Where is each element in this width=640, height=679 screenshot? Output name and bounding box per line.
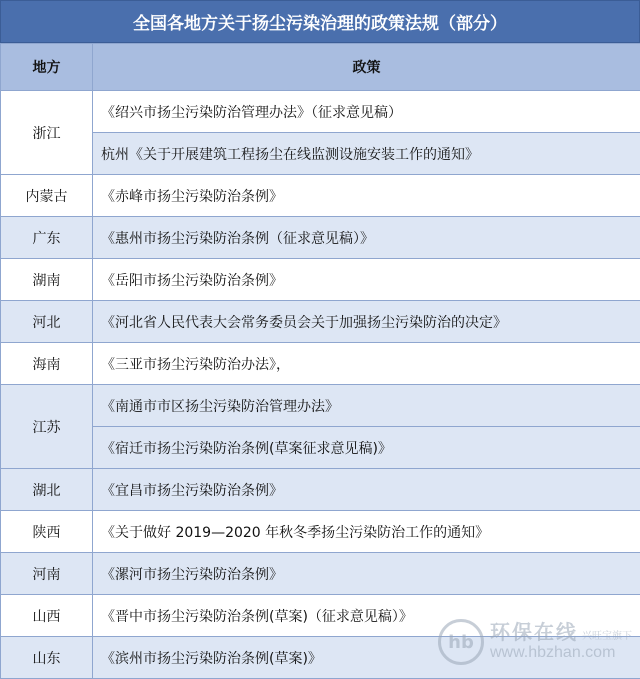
table-row — [1, 469, 640, 511]
table-row — [1, 595, 640, 637]
region-cell: 山西 — [1, 595, 93, 637]
table-row — [1, 343, 640, 385]
table-row — [1, 385, 640, 427]
region-cell: 河南 — [1, 553, 93, 595]
policy-cell: 《关于做好 2019—2020 年秋冬季扬尘污染防治工作的通知》 — [93, 511, 640, 553]
table-row — [1, 133, 640, 175]
table-row — [1, 91, 640, 133]
policy-cell: 《河北省人民代表大会常务委员会关于加强扬尘污染防治的决定》 — [93, 301, 640, 343]
policy-cell: 《滨州市扬尘污染防治条例(草案)》 — [93, 637, 640, 679]
region-cell: 江苏 — [1, 385, 93, 469]
table-title: 全国各地方关于扬尘污染治理的政策法规（部分） — [0, 0, 640, 43]
table-row — [1, 637, 640, 679]
policy-cell: 《晋中市扬尘污染防治条例(草案)（征求意见稿）》 — [93, 595, 640, 637]
watermark-name: 环保在线 — [490, 621, 578, 644]
region-cell: 山东 — [1, 637, 93, 679]
table-row — [1, 427, 640, 469]
policy-cell: 《赤峰市扬尘污染防治条例》 — [93, 175, 640, 217]
policy-cell: 《宜昌市扬尘污染防治条例》 — [93, 469, 640, 511]
watermark-logo-icon: hb — [438, 619, 484, 665]
region-cell: 湖北 — [1, 469, 93, 511]
region-cell: 浙江 — [1, 91, 93, 175]
region-cell: 内蒙古 — [1, 175, 93, 217]
policy-table — [0, 43, 640, 679]
watermark-url: www.hbzhan.com — [490, 644, 632, 662]
policy-cell: 《三亚市扬尘污染防治办法》， — [93, 343, 640, 385]
table-row — [1, 553, 640, 595]
header-policy: 政策 — [93, 44, 640, 91]
table-row — [1, 259, 640, 301]
region-cell: 湖南 — [1, 259, 93, 301]
table-row — [1, 511, 640, 553]
region-cell: 广东 — [1, 217, 93, 259]
table-row — [1, 175, 640, 217]
region-cell: 陕西 — [1, 511, 93, 553]
region-cell: 海南 — [1, 343, 93, 385]
table-header-row — [1, 44, 640, 91]
region-cell: 河北 — [1, 301, 93, 343]
policy-cell: 《绍兴市扬尘污染防治管理办法》（征求意见稿） — [93, 91, 640, 133]
policy-cell: 《漯河市扬尘污染防治条例》 — [93, 553, 640, 595]
policy-cell: 《惠州市扬尘污染防治条例（征求意见稿）》 — [93, 217, 640, 259]
watermark-sub: 兴旺宝旗下 — [582, 631, 632, 643]
policy-cell: 《南通市市区扬尘污染防治管理办法》 — [93, 385, 640, 427]
policy-cell: 《宿迁市扬尘污染防治条例(草案征求意见稿)》 — [93, 427, 640, 469]
table-row — [1, 217, 640, 259]
header-region: 地方 — [1, 44, 93, 91]
table-row — [1, 301, 640, 343]
policy-cell: 《岳阳市扬尘污染防治条例》 — [93, 259, 640, 301]
policy-cell: 杭州《关于开展建筑工程扬尘在线监测设施安装工作的通知》 — [93, 133, 640, 175]
